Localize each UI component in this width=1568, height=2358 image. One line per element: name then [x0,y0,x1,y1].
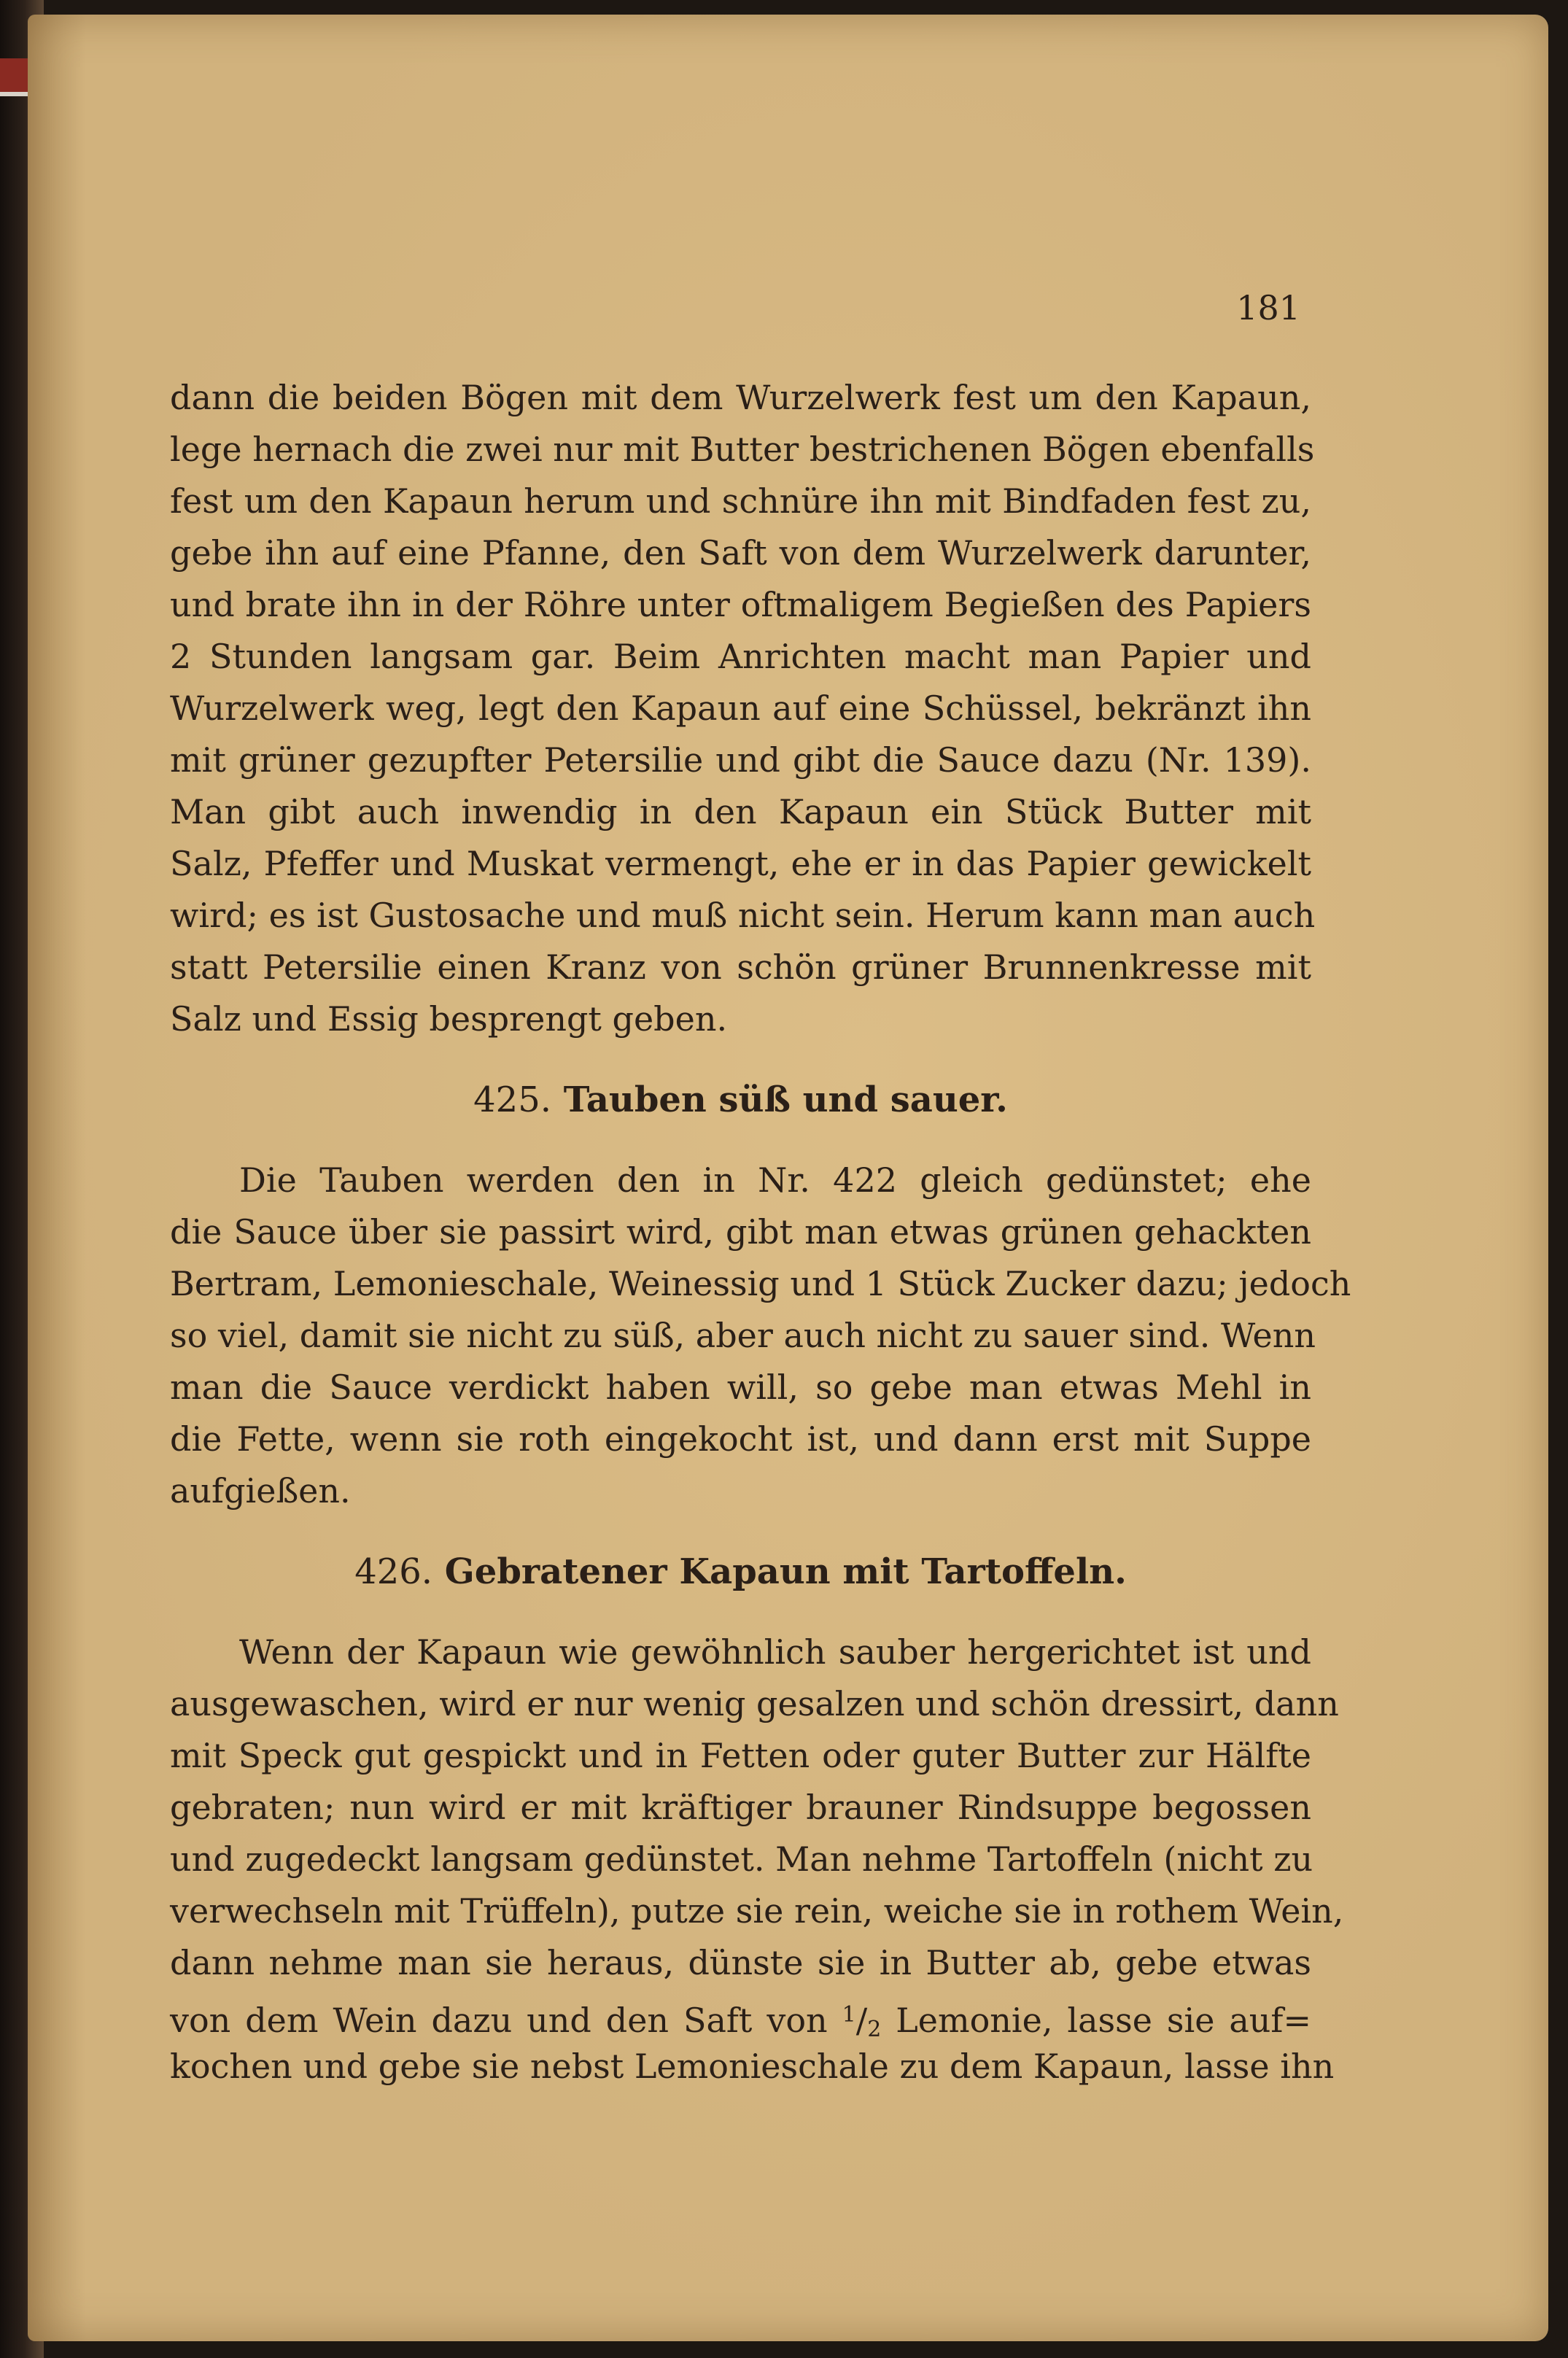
text-line: so viel, damit sie nicht zu süß, aber auch nicht zu sauer sind. Wenn [170,1316,1316,1355]
text-line: dann die beiden Bögen mit dem Wurzelwerk fest um den Kapaun, [170,378,1311,417]
recipe-body-425 [170,1155,1351,1517]
fraction-denominator: 2 [867,2017,882,2042]
text-line: Wurzelwerk weg, legt den Kapaun auf eine Schüssel, bekränzt ihn [170,689,1311,728]
recipe-number: 425. [473,1079,551,1120]
recipe-title: Tauben süß und sauer. [563,1079,1008,1120]
text-line: fest um den Kapaun herum und schnüre ihn mit Bindfaden fest zu, [170,481,1311,521]
text-line: ausgewaschen, wird er nur wenig gesalzen und schön dressirt, dann [170,1684,1339,1723]
page-text [170,372,1351,2093]
text-line: Wenn der Kapaun wie gewöhnlich sauber hergerichtet ist und [239,1632,1311,1672]
text-line: Salz und Essig besprengt geben. [170,999,728,1039]
recipe-title: Gebratener Kapaun mit Tartoffeln. [444,1551,1127,1592]
text-line: wird; es ist Gustosache und muß nicht sein. Herum kann man auch [170,896,1316,935]
text-line: statt Petersilie einen Kranz von schön grüner Brunnenkresse mit [170,947,1311,987]
recipe-number: 426. [354,1551,433,1592]
recipe-body-426 [170,1626,1344,2093]
text-line: mit grüner gezupfter Petersilie und gibt die Sauce dazu (Nr. 139). [170,740,1311,780]
page-number: 181 [1236,288,1300,327]
text-segment: Lemonie, lasse sie auf= [881,2001,1311,2040]
fraction-numerator: 1 [842,2002,856,2028]
text-line: aufgießen. [170,1471,351,1510]
text-segment: von dem Wein dazu und den Saft von [170,2001,842,2040]
text-line-with-fraction [170,1989,1311,2041]
text-line: verwechseln mit Trüffeln), putze sie rein, weiche sie in rothem Wein, [170,1891,1344,1931]
text-line: dann nehme man sie heraus, dünste sie in Butter ab, gebe etwas [170,1943,1311,1982]
recipe-heading-425 [170,1045,1311,1155]
text-line: Man gibt auch inwendig in den Kapaun ein Stück Butter mit [170,792,1311,831]
text-line: man die Sauce verdickt haben will, so gebe man etwas Mehl in [170,1368,1311,1407]
recipe-heading-426 [170,1517,1311,1626]
text-line: mit Speck gut gespickt und in Fetten oder guter Butter zur Hälfte [170,1736,1311,1775]
text-line: gebraten; nun wird er mit kräftiger brauner Rindsuppe begossen [170,1788,1311,1827]
text-line: und zugedeckt langsam gedünstet. Man nehme Tartoffeln (nicht zu [170,1839,1313,1879]
text-line: kochen und gebe sie nebst Lemonieschale zu dem Kapaun, lasse ihn [170,2047,1335,2086]
text-line: lege hernach die zwei nur mit Butter bestrichenen Bögen ebenfalls [170,430,1315,469]
text-line: 2 Stunden langsam gar. Beim Anrichten macht man Papier und [170,637,1311,676]
text-line: Bertram, Lemonieschale, Weinessig und 1 Stück Zucker dazu; jedoch [170,1264,1351,1303]
fraction-slash: / [855,2001,868,2040]
text-line: und brate ihn in der Röhre unter oftmaligem Begießen des Papiers [170,585,1311,624]
book-page [28,15,1548,2341]
text-line: die Fette, wenn sie roth eingekocht ist, und dann erst mit Suppe [170,1419,1311,1459]
text-line: gebe ihn auf eine Pfanne, den Saft von dem Wurzelwerk darunter, [170,533,1311,573]
text-line: Salz, Pfeffer und Muskat vermengt, ehe er in das Papier gewickelt [170,844,1311,883]
text-line: die Sauce über sie passirt wird, gibt man etwas grünen gehackten [170,1212,1311,1252]
text-line: Die Tauben werden den in Nr. 422 gleich gedünstet; ehe [239,1160,1311,1200]
paragraph-continuation [170,372,1316,1045]
